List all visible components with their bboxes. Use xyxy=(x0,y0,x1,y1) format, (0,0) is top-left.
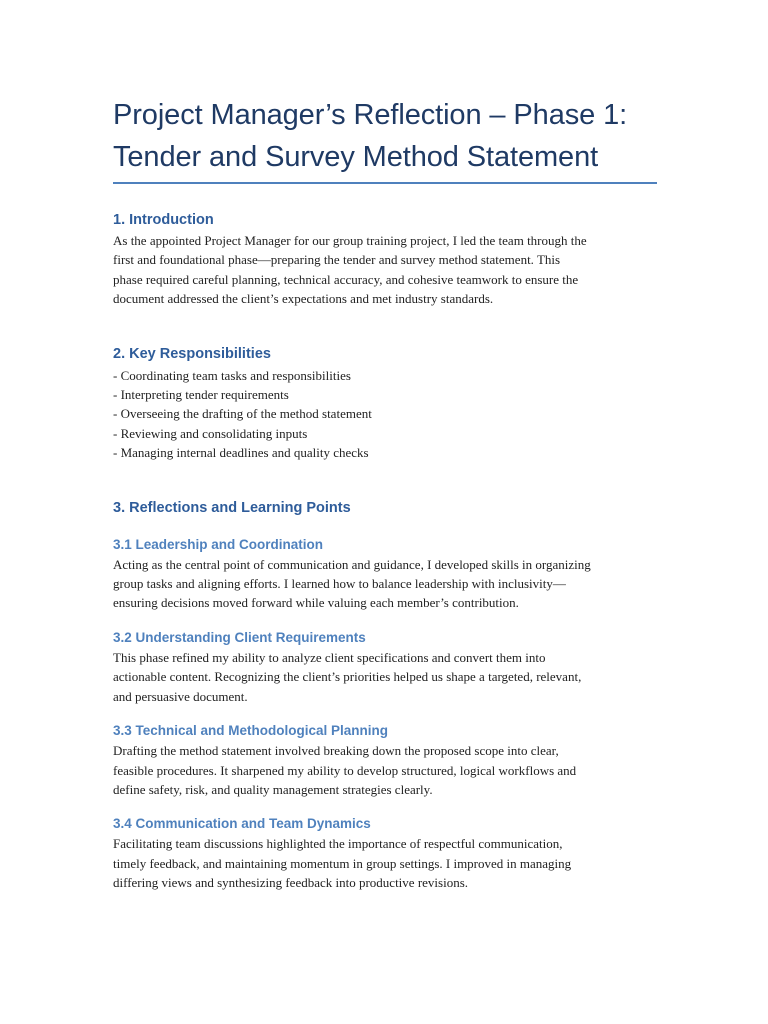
paragraph-line: Facilitating team discussions highlighted the importance of respectful communication, xyxy=(113,836,563,852)
introduction-paragraph xyxy=(113,231,658,309)
subheading-client-requirements: 3.2 Understanding Client Requirements xyxy=(113,629,366,645)
paragraph-line: Drafting the method statement involved breaking down the proposed scope into clear, xyxy=(113,743,559,759)
title-line-2: Tender and Survey Method Statement xyxy=(113,141,599,173)
intro-line: As the appointed Project Manager for our group training project, I led the team through the xyxy=(113,233,587,248)
responsibilities-list xyxy=(113,366,658,463)
document-title xyxy=(113,94,658,178)
title-divider xyxy=(113,182,657,184)
list-item: - Reviewing and consolidating inputs xyxy=(113,425,308,441)
paragraph-line: actionable content. Recognizing the client’s priorities helped us shape a targeted, relevant, xyxy=(113,669,582,685)
list-item: - Overseeing the drafting of the method statement xyxy=(113,406,372,422)
list-item: - Interpreting tender requirements xyxy=(113,387,289,403)
paragraph-line: timely feedback, and maintaining momentum in group settings. I improved in managing xyxy=(113,855,572,871)
leadership-paragraph xyxy=(113,555,658,613)
list-item: - Coordinating team tasks and responsibilities xyxy=(113,367,351,383)
technical-planning-paragraph xyxy=(113,741,658,799)
communication-paragraph xyxy=(113,834,658,892)
heading-key-responsibilities: 2. Key Responsibilities xyxy=(113,345,271,362)
paragraph-line: ensuring decisions moved forward while valuing each member’s contribution. xyxy=(113,595,519,611)
paragraph-line: group tasks and aligning efforts. I learned how to balance leadership with inclusivity— xyxy=(113,576,566,592)
paragraph-line: Acting as the central point of communication and guidance, I developed skills in organizing xyxy=(113,556,591,572)
intro-line: first and foundational phase—preparing the tender and survey method statement. This xyxy=(113,252,561,268)
title-line-1: Project Manager’s Reflection – Phase 1: xyxy=(113,99,628,131)
paragraph-line: differing views and synthesizing feedback into productive revisions. xyxy=(113,875,469,891)
heading-introduction: 1. Introduction xyxy=(113,212,214,228)
paragraph-line: and persuasive document. xyxy=(113,688,248,704)
subheading-leadership: 3.1 Leadership and Coordination xyxy=(113,536,324,552)
client-requirements-paragraph xyxy=(113,648,658,706)
document-page xyxy=(113,94,658,893)
intro-line: phase required careful planning, technical accuracy, and cohesive teamwork to ensure the xyxy=(113,271,579,287)
paragraph-line: feasible procedures. It sharpened my ability to develop structured, logical workflows and xyxy=(113,762,577,778)
heading-reflections: 3. Reflections and Learning Points xyxy=(113,499,351,516)
list-item: - Managing internal deadlines and quality checks xyxy=(113,445,369,461)
paragraph-line: define safety, risk, and quality management strategies clearly. xyxy=(113,781,433,797)
subheading-communication: 3.4 Communication and Team Dynamics xyxy=(113,816,371,832)
paragraph-line: This phase refined my ability to analyze client specifications and convert them into xyxy=(113,649,546,665)
intro-line: document addressed the client’s expectations and met industry standards. xyxy=(113,291,494,307)
subheading-technical-planning: 3.3 Technical and Methodological Planning xyxy=(113,723,389,739)
